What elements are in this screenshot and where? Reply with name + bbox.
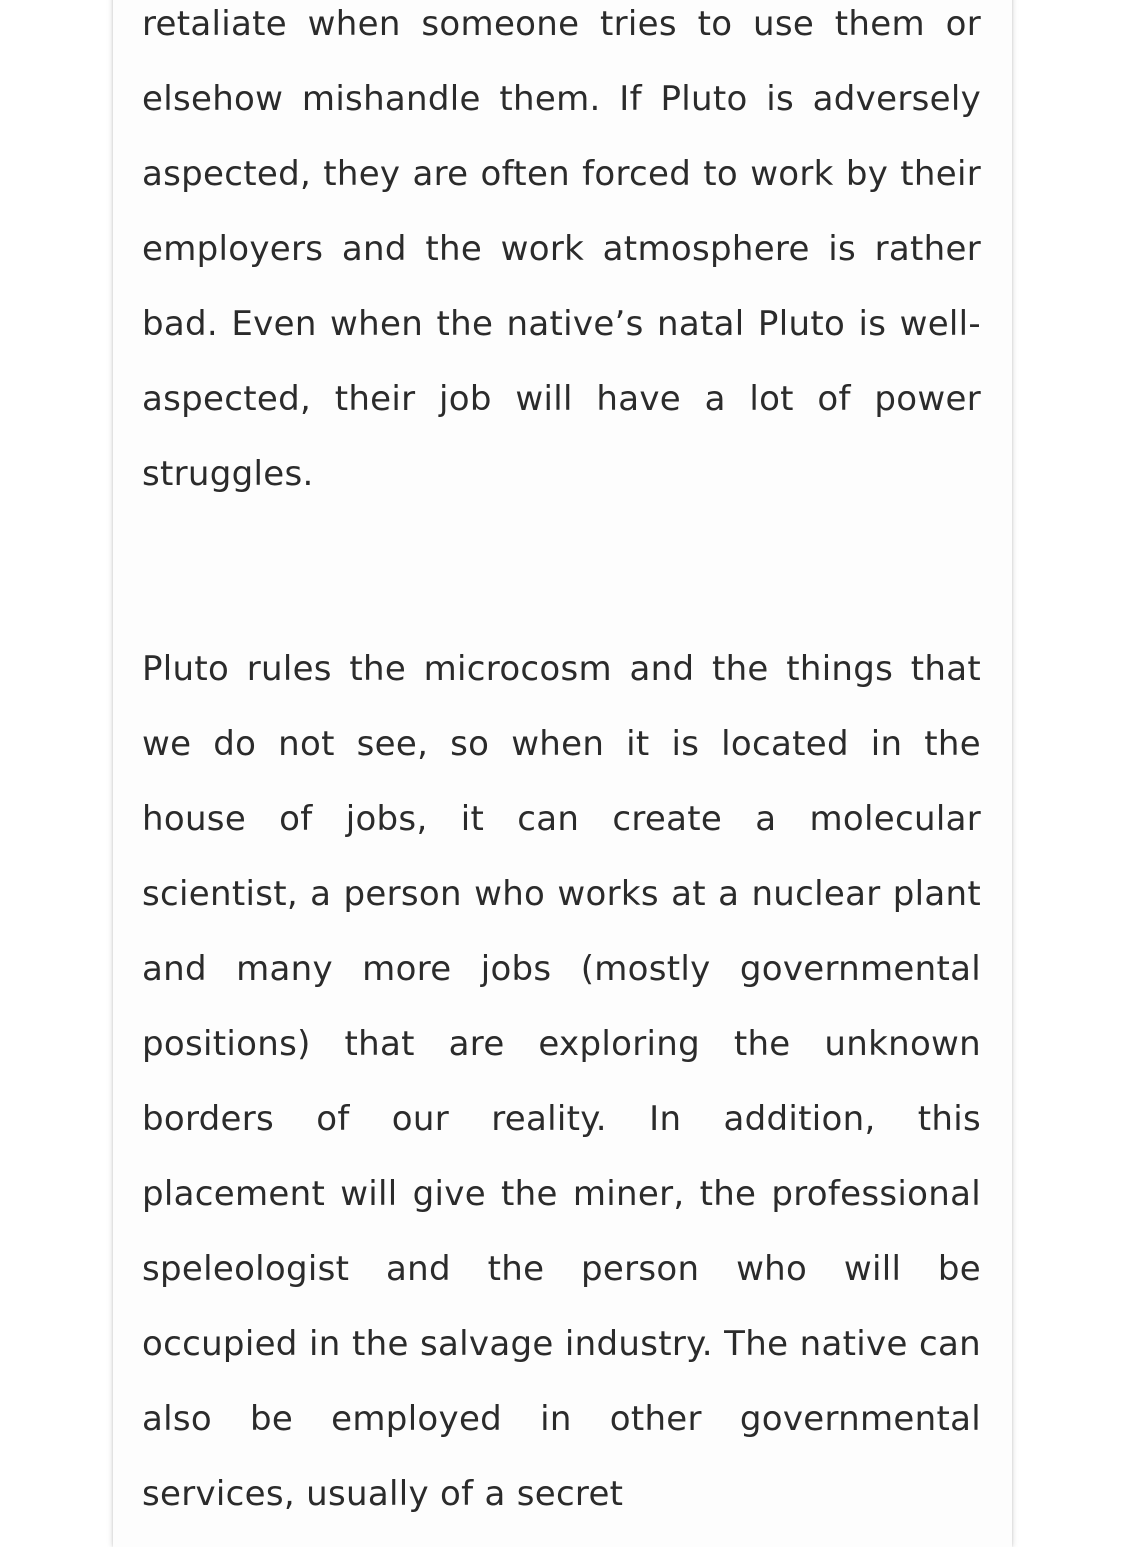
article-body: [142, 0, 981, 1532]
paragraph-pluto-microcosm-jobs: Pluto rules the microcosm and the things that we do not see, so when it is located in the house of jobs, it can create a molecular scientist, a person who works at a nuclear plant and many more jobs (mostly governmental positions) that are exploring the unknown borders of our reality. In addition, this placement will give the miner, the professional speleologist and the person who will be occupied in the salvage industry. The native can also be employed in other governmental services, usually of a secret: [142, 649, 981, 1514]
paragraph-spacer: [142, 512, 981, 632]
paragraph-pluto-work-atmosphere: retaliate when someone tries to use them or elsehow mishandle them. If Pluto is adversely aspected, they are often forced to work by their employers and the work atmosphere is rather bad. Even when the native’s natal Pluto is well-aspected, their job will have a lot of power struggles.: [142, 4, 981, 494]
